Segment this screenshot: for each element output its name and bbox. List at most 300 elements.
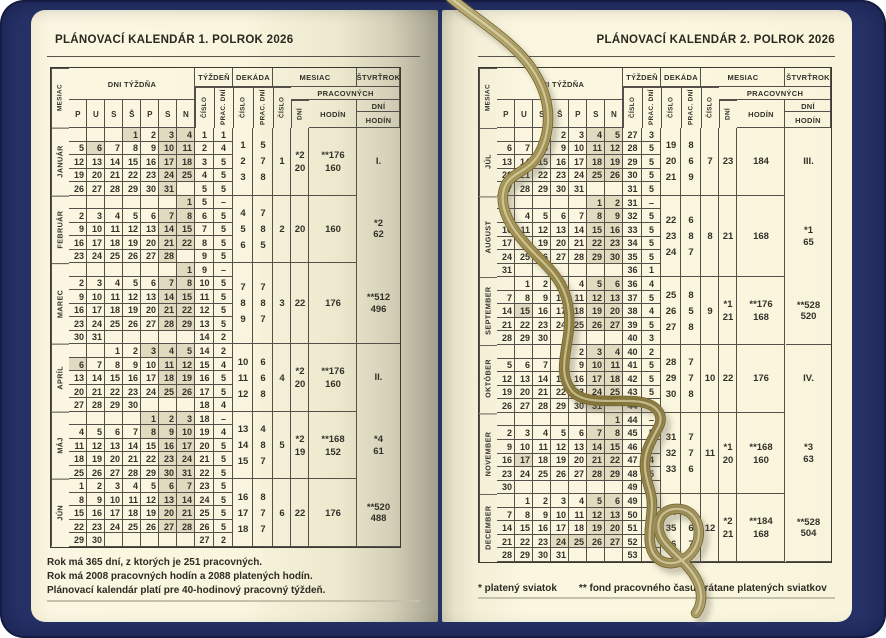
day-cell: 22: [515, 535, 533, 549]
month-block: [51, 479, 357, 547]
week-number-cell: 7: [195, 223, 214, 237]
month-label: OKTÓBER: [479, 345, 497, 413]
day-cell: 19: [123, 304, 141, 318]
day-cell: 5: [605, 128, 623, 142]
day-cell: 29: [605, 467, 623, 481]
week-number-cell: 44: [623, 413, 642, 427]
day-cell: 4: [569, 277, 587, 291]
day-cell: 10: [551, 508, 569, 522]
day-cell: 7: [105, 142, 123, 156]
day-cell: 13: [605, 508, 623, 522]
day-cell: 25: [569, 318, 587, 332]
day-cell: 1: [533, 128, 551, 142]
month-workhours-cell: [737, 196, 785, 277]
header-stvrtrok-group: ŠTVRŤROK: [357, 68, 400, 87]
month-workdays-cell: [291, 412, 309, 480]
quarter-value: **528: [796, 299, 821, 311]
week-number-cell: 24: [195, 493, 214, 507]
day-cell: 24: [569, 169, 587, 183]
day-cell: 14: [123, 439, 141, 453]
month-workhours-cell: [309, 344, 357, 412]
day-cell: 16: [605, 223, 623, 237]
day-cell: 29: [515, 331, 533, 345]
month-label: MAREC: [51, 263, 69, 344]
day-cell: [605, 399, 623, 413]
week-workdays-cell: 5: [214, 317, 233, 331]
dekada-workdays: 7: [260, 207, 266, 219]
day-cell: 15: [177, 290, 195, 304]
day-cell: 31: [159, 182, 177, 196]
week-workdays-cell: 5: [642, 521, 661, 535]
dekada-number: 33: [665, 464, 677, 475]
day-cell: 8: [123, 142, 141, 156]
day-cell: 22: [177, 304, 195, 318]
day-cell: 8: [605, 426, 623, 440]
header-day-letter: P: [141, 100, 159, 128]
header-stvrtrok-dni: DNÍ: [357, 100, 400, 112]
quarter-section: [786, 345, 831, 413]
dekada-number: 32: [665, 448, 677, 459]
quarter-value: *2: [374, 217, 383, 229]
day-cell: 20: [497, 169, 515, 183]
week-workdays-cell: 5: [642, 399, 661, 413]
dekada-number: 3: [240, 172, 246, 184]
header-tyzden-cislo: ČÍSLO: [195, 87, 214, 128]
week-workdays-cell: 5: [214, 182, 233, 196]
day-cell: 2: [69, 209, 87, 223]
dekada-workdays: 8: [688, 231, 694, 242]
day-cell: 26: [123, 250, 141, 264]
page-second-half: [442, 10, 852, 622]
day-cell: 15: [177, 223, 195, 237]
day-cell: 26: [605, 169, 623, 183]
header-day-letter: N: [177, 100, 195, 128]
month-workhours-cell: [737, 494, 785, 562]
day-cell: [69, 128, 87, 142]
day-cell: 1: [587, 196, 605, 210]
day-cell: [105, 412, 123, 426]
day-cell: 4: [105, 209, 123, 223]
dekada-workdays: 8: [688, 506, 694, 518]
day-cell: 3: [87, 277, 105, 291]
day-cell: 1: [69, 479, 87, 493]
day-cell: 23: [497, 467, 515, 481]
header-mesiac-hodin: HODÍN: [309, 100, 357, 128]
month-label: JÚL: [479, 128, 497, 196]
day-cell: 18: [159, 371, 177, 385]
day-cell: 18: [123, 506, 141, 520]
day-cell: 11: [605, 359, 623, 373]
day-cell: 14: [515, 155, 533, 169]
dekada-workdays: 8: [688, 389, 694, 401]
month-block: [479, 196, 786, 277]
day-cell: 3: [177, 412, 195, 426]
day-cell: 4: [177, 128, 195, 142]
day-cell: 22: [551, 386, 569, 400]
week-workdays-cell: 2: [214, 331, 233, 345]
day-cell: 27: [497, 182, 515, 196]
header-day-letter: P: [69, 100, 87, 128]
week-workdays-cell: 5: [642, 440, 661, 454]
quarter-value: 63: [803, 453, 814, 465]
day-cell: 17: [515, 454, 533, 468]
day-cell: 17: [87, 304, 105, 318]
day-cell: 3: [87, 209, 105, 223]
month-workdays-line: *2: [723, 516, 733, 528]
dekada-workdays-cell: [253, 263, 273, 344]
month-workhours-line: **184: [749, 516, 773, 528]
day-cell: 9: [69, 290, 87, 304]
week-number-cell: 4: [195, 169, 214, 183]
week-workdays-cell: 1: [642, 481, 661, 495]
day-cell: 24: [515, 467, 533, 481]
day-cell: 20: [605, 521, 623, 535]
day-cell: 23: [141, 169, 159, 183]
calendar-body: [51, 128, 400, 547]
quarter-value: 62: [373, 229, 384, 241]
week-number-cell: 25: [195, 506, 214, 520]
day-cell: 20: [551, 237, 569, 251]
dekada-workdays: 7: [688, 448, 694, 459]
day-cell: 10: [587, 359, 605, 373]
quarter-value: 65: [803, 236, 814, 248]
dekada-number: 7: [240, 282, 246, 294]
day-cell: 12: [141, 493, 159, 507]
dekada-number: 15: [237, 456, 249, 468]
day-cell: 3: [587, 345, 605, 359]
dekada-workdays: 8: [260, 388, 266, 400]
day-cell: 29: [105, 398, 123, 412]
day-cell: 12: [123, 223, 141, 237]
day-cell: [605, 264, 623, 278]
day-cell: 30: [141, 182, 159, 196]
header-stvrtrok-hodin: HODÍN: [357, 112, 400, 128]
day-cell: 5: [551, 426, 569, 440]
day-cell: 26: [497, 399, 515, 413]
day-cell: 21: [105, 169, 123, 183]
week-workdays-cell: 5: [214, 520, 233, 534]
month-workdays-line: 22: [722, 373, 734, 385]
month-label: SEPTEMBER: [479, 277, 497, 345]
week-number-cell: 42: [623, 372, 642, 386]
day-cell: 18: [177, 155, 195, 169]
day-cell: [177, 182, 195, 196]
dekada-workdays-cell: [681, 277, 701, 345]
note-fund: ** fond pracovného času vrátane platených sviatkov: [578, 583, 827, 594]
month-workhours-line: **168: [749, 441, 773, 453]
week-workdays-cell: 5: [214, 223, 233, 237]
quarter-section: [786, 413, 831, 494]
month-workdays-line: *1: [723, 299, 733, 311]
month-workdays-line: *2: [295, 433, 305, 445]
day-cell: 3: [141, 344, 159, 358]
week-workdays-cell: 5: [214, 155, 233, 169]
day-cell: 13: [69, 371, 87, 385]
dekada-workdays: 6: [260, 356, 266, 368]
day-cell: 27: [605, 318, 623, 332]
dekada-workdays: 8: [688, 321, 694, 333]
day-cell: 7: [569, 209, 587, 223]
day-cell: 31: [551, 548, 569, 562]
week-number-cell: 46: [623, 440, 642, 454]
month-block: [51, 263, 357, 344]
day-cell: [177, 533, 195, 547]
day-cell: [551, 264, 569, 278]
day-cell: 6: [605, 277, 623, 291]
day-cell: [497, 196, 515, 210]
header-dni-tyzdna: DNI TÝŽDŇA: [497, 68, 623, 100]
day-cell: 19: [141, 506, 159, 520]
day-cell: [69, 196, 87, 210]
month-workdays-line: 19: [294, 446, 306, 458]
day-cell: 9: [533, 508, 551, 522]
week-number-cell: 10: [195, 277, 214, 291]
header-day-letter: S: [159, 100, 177, 128]
day-cell: 10: [105, 493, 123, 507]
week-number-cell: 32: [623, 209, 642, 223]
day-cell: [497, 413, 515, 427]
day-cell: 4: [69, 425, 87, 439]
week-workdays-cell: 5: [642, 209, 661, 223]
day-cell: 13: [551, 223, 569, 237]
months-column: [479, 128, 786, 562]
dekada-workdays: 7: [688, 373, 694, 385]
calendar-body: [479, 128, 831, 562]
day-cell: 22: [515, 318, 533, 332]
day-cell: 4: [587, 128, 605, 142]
day-cell: [87, 412, 105, 426]
header-dekada-cislo: ČÍSLO: [661, 87, 681, 128]
quarter-section: [357, 344, 400, 412]
day-cell: [141, 196, 159, 210]
quarter-section: [786, 277, 831, 345]
week-workdays-cell: 5: [214, 385, 233, 399]
day-cell: [587, 331, 605, 345]
bottom-rule: [478, 597, 835, 599]
day-cell: 19: [587, 304, 605, 318]
day-cell: 28: [87, 398, 105, 412]
day-cell: 11: [177, 142, 195, 156]
header-day-letter: N: [605, 100, 623, 128]
week-workdays-cell: 1: [214, 128, 233, 142]
dekada-number: 30: [665, 389, 677, 401]
day-cell: 10: [141, 358, 159, 372]
page-title: PLÁNOVACÍ KALENDÁR 2. POLROK 2026: [596, 34, 835, 46]
quarter-value: *1: [804, 225, 813, 236]
day-cell: 8: [177, 209, 195, 223]
quarter-section: [357, 196, 400, 264]
day-cell: 23: [69, 317, 87, 331]
day-cell: 16: [159, 439, 177, 453]
dekada-workdays-cell: [253, 344, 273, 412]
day-cell: 6: [141, 209, 159, 223]
day-cell: 16: [533, 521, 551, 535]
quarter-value: **512: [366, 292, 391, 304]
dekada-number: 17: [237, 507, 249, 519]
week-workdays-cell: –: [642, 413, 661, 427]
day-cell: 12: [587, 508, 605, 522]
week-number-cell: 9: [195, 263, 214, 277]
day-cell: [587, 481, 605, 495]
week-number-cell: 31: [623, 196, 642, 210]
day-cell: 2: [497, 426, 515, 440]
day-cell: 25: [177, 169, 195, 183]
day-cell: 17: [551, 304, 569, 318]
day-cell: 2: [533, 494, 551, 508]
day-cell: 24: [105, 520, 123, 534]
day-cell: 15: [533, 155, 551, 169]
quarter-cell: [786, 345, 831, 562]
day-cell: 16: [497, 454, 515, 468]
month-workhours-line: 184: [753, 156, 769, 168]
week-workdays-cell: 2: [642, 345, 661, 359]
day-cell: 14: [497, 521, 515, 535]
month-number-cell: 8: [701, 196, 719, 277]
day-cell: 22: [533, 169, 551, 183]
day-cell: 11: [123, 493, 141, 507]
day-cell: 29: [141, 466, 159, 480]
page-first-half: [31, 10, 438, 622]
day-cell: 21: [533, 386, 551, 400]
day-cell: 24: [177, 452, 195, 466]
week-workdays-cell: 5: [214, 169, 233, 183]
day-cell: 23: [605, 237, 623, 251]
day-cell: [551, 196, 569, 210]
day-cell: 2: [551, 128, 569, 142]
month-block: [479, 345, 786, 413]
dekada-workdays: 5: [260, 140, 266, 152]
month-workhours-line: 152: [325, 446, 341, 458]
week-workdays-cell: –: [642, 196, 661, 210]
dekada-workdays: 8: [688, 140, 694, 152]
day-cell: 20: [141, 304, 159, 318]
week-workdays-cell: 4: [214, 398, 233, 412]
week-workdays-cell: 5: [642, 359, 661, 373]
week-number-cell: 21: [195, 452, 214, 466]
month-label: JÚN: [51, 479, 69, 547]
week-number-cell: 3: [195, 155, 214, 169]
dekada-numbers-cell: [233, 263, 253, 344]
day-cell: 3: [551, 494, 569, 508]
week-workdays-cell: 5: [642, 223, 661, 237]
day-cell: 27: [605, 535, 623, 549]
month-workdays-line: *2: [295, 366, 305, 378]
dekada-workdays-cell: [253, 196, 273, 264]
month-number-cell: 6: [273, 479, 291, 547]
day-cell: 19: [87, 452, 105, 466]
week-number-cell: 39: [623, 318, 642, 332]
quarter-section: [357, 412, 400, 480]
month-label: DECEMBER: [479, 494, 497, 562]
dekada-workdays: 7: [260, 314, 266, 326]
dekada-workdays-cell: [681, 413, 701, 494]
week-number-cell: 18: [195, 398, 214, 412]
month-workdays-cell: [291, 196, 309, 264]
week-number-cell: 40: [623, 345, 642, 359]
month-label: MÁJ: [51, 412, 69, 480]
day-cell: [123, 331, 141, 345]
week-number-cell: 51: [623, 521, 642, 535]
week-workdays-cell: 4: [642, 548, 661, 562]
day-cell: 25: [105, 250, 123, 264]
day-cell: 31: [87, 331, 105, 345]
month-number-cell: 3: [273, 263, 291, 344]
month-workhours-cell: [309, 128, 357, 196]
quarter-value: **520: [366, 501, 391, 513]
day-cell: 15: [605, 440, 623, 454]
dekada-number: 25: [665, 289, 677, 301]
day-cell: 14: [533, 372, 551, 386]
week-workdays-cell: 5: [214, 236, 233, 250]
day-cell: 7: [159, 277, 177, 291]
day-cell: 17: [105, 506, 123, 520]
day-cell: [605, 548, 623, 562]
week-workdays-cell: 5: [214, 466, 233, 480]
header-pracovnych: PRACOVNÝCH: [291, 87, 400, 100]
day-cell: 10: [551, 291, 569, 305]
quarter-column: [357, 128, 400, 547]
week-workdays-cell: 5: [642, 182, 661, 196]
day-cell: [177, 250, 195, 264]
month-block: [479, 494, 786, 562]
month-label: AUGUST: [479, 196, 497, 277]
day-cell: 24: [551, 535, 569, 549]
week-workdays-cell: 4: [642, 304, 661, 318]
month-workhours-line: **168: [321, 433, 345, 445]
day-cell: 6: [105, 425, 123, 439]
dekada-numbers-cell: [661, 277, 681, 345]
month-workdays-line: 22: [294, 507, 306, 519]
day-cell: [497, 345, 515, 359]
dekada-workdays-cell: [681, 196, 701, 277]
dekada-workdays: 6: [688, 522, 694, 534]
quarter-section: [357, 128, 400, 196]
day-cell: 1: [123, 128, 141, 142]
dekada-number: 20: [665, 156, 677, 168]
day-cell: [141, 331, 159, 345]
week-workdays-cell: 5: [214, 493, 233, 507]
week-number-cell: 18: [195, 412, 214, 426]
week-workdays-cell: 5: [214, 277, 233, 291]
day-cell: [551, 481, 569, 495]
day-cell: 18: [105, 304, 123, 318]
day-cell: 9: [69, 223, 87, 237]
month-workhours-line: 160: [753, 454, 769, 466]
day-cell: 18: [105, 236, 123, 250]
day-cell: 23: [533, 318, 551, 332]
week-workdays-cell: 5: [642, 291, 661, 305]
day-cell: 6: [551, 209, 569, 223]
day-cell: 18: [515, 237, 533, 251]
day-cell: 21: [159, 236, 177, 250]
day-cell: 18: [69, 452, 87, 466]
day-cell: 22: [141, 452, 159, 466]
month-workdays-cell: [719, 196, 737, 277]
day-cell: 24: [587, 386, 605, 400]
day-cell: 20: [605, 304, 623, 318]
bottom-rule: [47, 600, 420, 602]
week-number-cell: 5: [195, 196, 214, 210]
dekada-numbers-cell: [233, 128, 253, 196]
day-cell: 27: [105, 466, 123, 480]
quarter-cell: [357, 344, 400, 547]
day-cell: 23: [123, 385, 141, 399]
header-dekada-prac-dni: PRAC. DNÍ: [253, 87, 273, 128]
day-cell: 4: [123, 479, 141, 493]
day-cell: 19: [177, 371, 195, 385]
quarter-cell: [786, 128, 831, 345]
day-cell: 25: [587, 169, 605, 183]
